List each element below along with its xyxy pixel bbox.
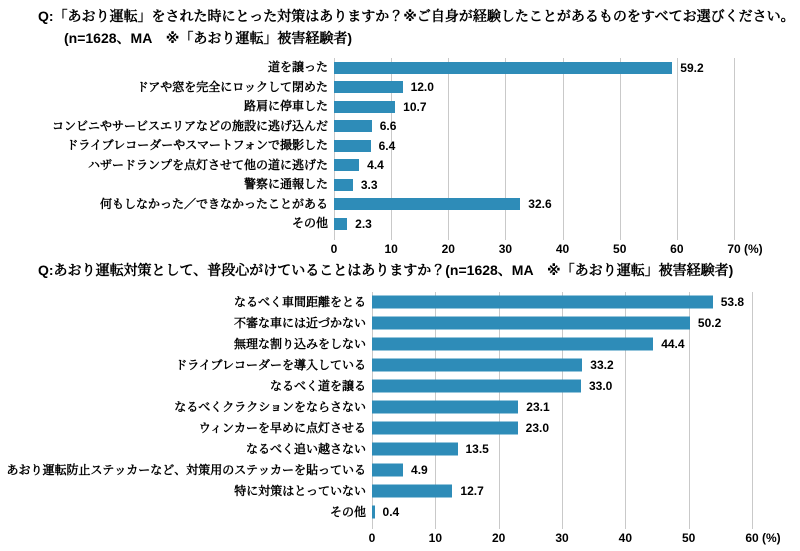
x-tick-label: 10 [428, 530, 443, 545]
bar-row [0, 58, 800, 78]
chart2-x-axis [368, 529, 781, 547]
value-label: 6.4 [378, 138, 396, 153]
bar [372, 506, 375, 519]
x-tick-label: 70 [727, 241, 741, 256]
plot-cell [334, 195, 734, 215]
category-label: なるべくクラクションをならさない [174, 399, 366, 414]
bar-row [0, 418, 800, 439]
chart2-bar-rows [0, 292, 800, 523]
bar [334, 198, 520, 210]
value-label: 10.7 [403, 99, 427, 114]
category-label: 不審な車には近づかない [233, 315, 366, 330]
bar-row [0, 117, 800, 137]
category-label: ドアや窓を完全にロックして閉めた [136, 79, 328, 94]
value-label: 23.0 [525, 421, 550, 435]
bar [372, 485, 452, 498]
bar-row [0, 292, 800, 313]
plot-cell [372, 292, 752, 313]
plot-cell [372, 355, 752, 376]
bar [372, 359, 582, 372]
category-label: ハザードランプを点灯させて他の道に逃げた [87, 157, 328, 172]
bar-row [0, 439, 800, 460]
plot-cell [372, 481, 752, 502]
category-label: 何もしなかった／できなかったことがある [99, 196, 328, 211]
bar-row [0, 78, 800, 98]
bar [372, 422, 518, 435]
category-label: ウィンカーを早めに点灯させる [198, 420, 366, 435]
x-tick-label: 40 [618, 530, 633, 545]
axis-unit-label: (%) [744, 241, 763, 256]
axis-unit-label: (%) [762, 530, 781, 545]
x-tick-label: 0 [368, 530, 376, 545]
plot-cell [372, 313, 752, 334]
bar-row [0, 502, 800, 523]
plot-cell [334, 136, 734, 156]
bar [334, 120, 372, 132]
plot-cell [372, 334, 752, 355]
value-label: 23.1 [526, 400, 550, 414]
value-label: 2.3 [355, 216, 372, 231]
category-label: その他 [329, 504, 366, 519]
bar [334, 159, 359, 171]
x-tick-label: 50 [613, 241, 627, 256]
chart-taken-countermeasures [0, 58, 800, 258]
chart-everyday-precautions [0, 292, 800, 547]
value-label: 3.3 [360, 177, 378, 192]
bar [372, 464, 403, 477]
bar [372, 380, 581, 393]
bar-row [0, 334, 800, 355]
bar-row [0, 397, 800, 418]
value-label: 32.6 [528, 197, 552, 212]
chart1-sample-note: (n=1628、MA ※「あおり運転」被害経験者) [64, 30, 353, 46]
bar [334, 101, 395, 113]
category-label: ドライブレコーダーを導入している [175, 357, 366, 372]
bar [334, 62, 672, 74]
bar [334, 218, 347, 230]
plot-cell [372, 397, 752, 418]
plot-cell [334, 214, 734, 234]
value-label: 4.9 [411, 463, 428, 477]
plot-cell [334, 117, 734, 137]
chart1-plot-area [0, 58, 800, 240]
x-tick-label: 20 [491, 530, 506, 545]
x-tick-label: 10 [384, 241, 398, 256]
plot-cell [372, 376, 752, 397]
category-label: ドライブレコーダーやスマートフォンで撮影した [66, 138, 328, 152]
plot-cell [372, 502, 752, 523]
bar-row [0, 313, 800, 334]
category-label: コンビニやサービスエリアなどの施設に逃げ込んだ [51, 118, 328, 133]
bar-row [0, 97, 800, 117]
bar-row [0, 195, 800, 215]
plot-cell [334, 97, 734, 117]
value-label: 59.2 [680, 60, 704, 75]
x-tick-label: 20 [441, 241, 455, 256]
plot-cell [334, 175, 734, 195]
category-label: あおり運転防止ステッカーなど、対策用のステッカーを貼っている [6, 462, 366, 477]
value-label: 44.4 [661, 337, 685, 351]
plot-cell [372, 418, 752, 439]
plot-cell [334, 58, 734, 78]
x-tick-label: 30 [498, 241, 513, 256]
category-label: なるべく道を譲る [269, 378, 366, 393]
bar-row [0, 355, 800, 376]
chart1-x-axis [330, 240, 763, 258]
bar-row [0, 481, 800, 502]
chart2-plot-area [0, 292, 800, 529]
chart1-bar-rows [0, 58, 800, 234]
chart2-question-title: Q:あおり運転対策として、普段心がけていることはありますか？(n=1628、MA ※「あおり運転」被害経験者) [38, 261, 734, 278]
bar [372, 338, 653, 351]
value-label: 0.4 [382, 505, 400, 519]
chart1-question-title: Q:「あおり運転」をされた時にとった対策はありますか？※ご自身が経験したことがあるものをすべてお選びください。 [38, 8, 795, 24]
value-label: 50.2 [697, 316, 722, 330]
bar-row [0, 376, 800, 397]
bar [372, 401, 518, 414]
bar-row [0, 156, 800, 176]
bar-row [0, 214, 800, 234]
x-tick-label: 50 [681, 530, 696, 545]
bar [372, 317, 690, 330]
value-label: 12.7 [460, 484, 484, 498]
value-label: 12.0 [410, 80, 434, 95]
category-label: 道を譲った [267, 60, 328, 74]
category-label: 特に対策はとっていない [234, 483, 366, 498]
bar-row [0, 136, 800, 156]
x-tick-label: 60 [670, 241, 684, 256]
x-tick-label: 0 [330, 241, 338, 256]
category-label: 無理な割り込みをしない [233, 336, 366, 351]
value-label: 6.6 [379, 119, 397, 134]
plot-cell [372, 460, 752, 481]
bar-row [0, 175, 800, 195]
value-label: 4.4 [367, 158, 384, 173]
bar [334, 81, 403, 93]
x-tick-label: 40 [555, 241, 570, 256]
value-label: 33.2 [590, 358, 614, 372]
category-label: 警察に通報した [243, 177, 328, 191]
plot-cell [334, 78, 734, 98]
category-label: その他 [291, 216, 328, 230]
bar [372, 296, 713, 309]
bar-row [0, 460, 800, 481]
bar [334, 179, 353, 191]
value-label: 53.8 [720, 295, 745, 309]
category-label: なるべく追い越さない [245, 441, 366, 456]
value-label: 33.0 [589, 379, 613, 393]
plot-cell [334, 156, 734, 176]
x-tick-label: 60 [745, 530, 759, 545]
category-label: なるべく車間距離をとる [233, 294, 366, 309]
x-tick-label: 30 [555, 530, 569, 545]
bar [334, 140, 371, 152]
bar [372, 443, 458, 456]
category-label: 路肩に停車した [243, 99, 328, 113]
value-label: 13.5 [465, 442, 489, 456]
plot-cell [372, 439, 752, 460]
